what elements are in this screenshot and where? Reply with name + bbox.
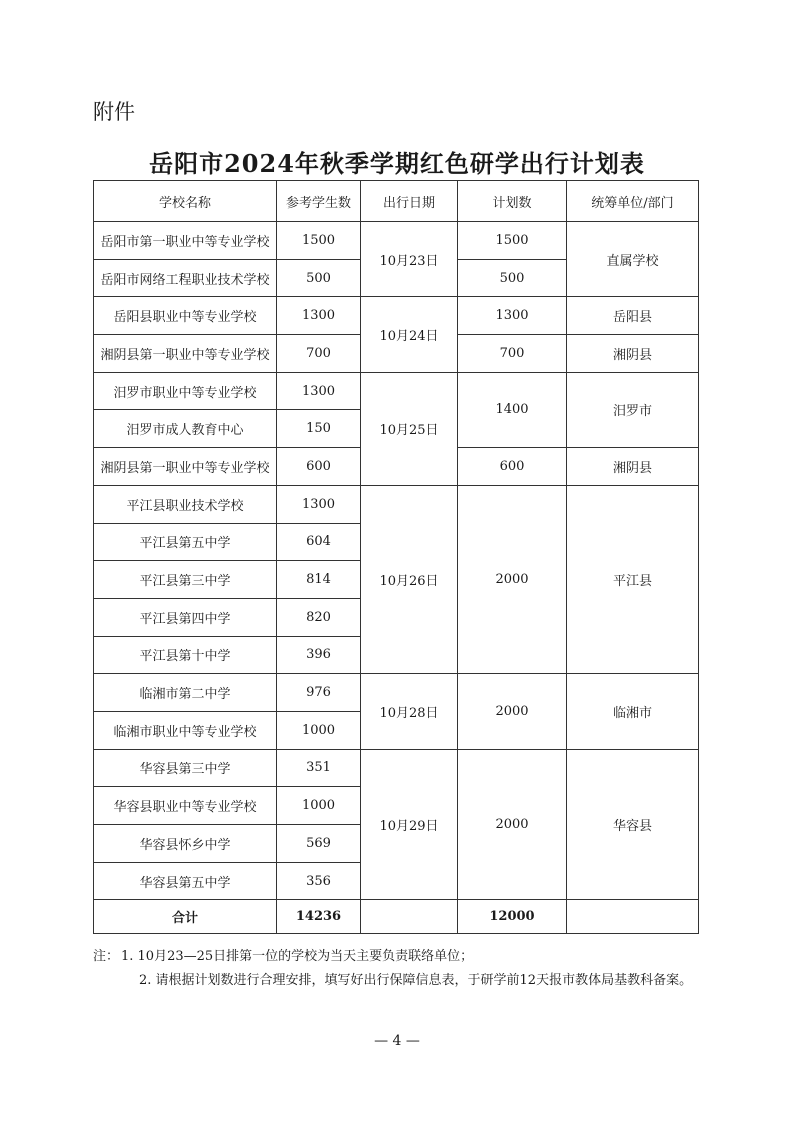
school-cell: 岳阳市网络工程职业技术学校	[94, 259, 277, 297]
table-row	[94, 297, 699, 335]
unit-cell: 湘阴县	[567, 335, 699, 373]
plan-cell: 500	[458, 259, 567, 297]
attachment-label: 附件	[93, 100, 135, 124]
header-plan: 计划数	[458, 181, 567, 222]
school-cell: 平江县第三中学	[94, 561, 277, 599]
unit-cell: 湘阴县	[567, 448, 699, 486]
date-cell: 10月28日	[361, 674, 458, 749]
document-title: 岳阳市2024年秋季学期红色研学出行计划表	[149, 149, 645, 178]
students-cell: 814	[277, 561, 361, 599]
unit-cell: 平江县	[567, 485, 699, 673]
header-unit: 统筹单位/部门	[567, 181, 699, 222]
school-cell: 湘阴县第一职业中等专业学校	[94, 448, 277, 486]
note-1	[93, 945, 733, 969]
school-cell: 华容县第三中学	[94, 749, 277, 787]
total-date-empty	[361, 900, 458, 934]
students-cell: 1000	[277, 711, 361, 749]
students-cell: 500	[277, 259, 361, 297]
students-cell: 600	[277, 448, 361, 486]
table-row	[94, 749, 699, 787]
header-students: 参考学生数	[277, 181, 361, 222]
school-cell: 岳阳市第一职业中等专业学校	[94, 222, 277, 260]
students-cell: 820	[277, 598, 361, 636]
students-cell: 150	[277, 410, 361, 448]
total-plan: 12000	[458, 900, 567, 934]
students-cell: 1300	[277, 372, 361, 410]
date-cell: 10月24日	[361, 297, 458, 372]
note-2-text: 2. 请根据计划数进行合理安排，填写好出行保障信息表，于研学前12天报市教体局基教科备案。	[139, 973, 693, 988]
table-row	[94, 372, 699, 410]
school-cell: 临湘市职业中等专业学校	[94, 711, 277, 749]
date-cell: 10月26日	[361, 485, 458, 673]
table-row	[94, 485, 699, 523]
plan-cell: 600	[458, 448, 567, 486]
plan-cell: 1500	[458, 222, 567, 260]
school-cell: 平江县第四中学	[94, 598, 277, 636]
unit-cell: 岳阳县	[567, 297, 699, 335]
note-1-text: 1. 10月23—25日排第一位的学校为当天主要负责联络单位；	[121, 949, 474, 964]
unit-cell: 汨罗市	[567, 372, 699, 447]
students-cell: 976	[277, 674, 361, 712]
table-header-row	[94, 181, 699, 222]
students-cell: 1500	[277, 222, 361, 260]
students-cell: 356	[277, 862, 361, 900]
page-number: — 4 —	[374, 1033, 420, 1049]
school-cell: 汨罗市成人教育中心	[94, 410, 277, 448]
school-cell: 岳阳县职业中等专业学校	[94, 297, 277, 335]
date-cell: 10月29日	[361, 749, 458, 900]
plan-cell: 1300	[458, 297, 567, 335]
students-cell: 1300	[277, 297, 361, 335]
table-row	[94, 674, 699, 712]
date-cell: 10月25日	[361, 372, 458, 485]
students-cell: 700	[277, 335, 361, 373]
note-2	[93, 969, 733, 993]
students-cell: 351	[277, 749, 361, 787]
notes	[93, 945, 733, 993]
plan-cell: 1400	[458, 372, 567, 447]
school-cell: 平江县第五中学	[94, 523, 277, 561]
plan-cell: 2000	[458, 749, 567, 900]
students-cell: 396	[277, 636, 361, 674]
plan-table	[93, 180, 699, 934]
school-cell: 临湘市第二中学	[94, 674, 277, 712]
table-row	[94, 222, 699, 260]
unit-cell: 华容县	[567, 749, 699, 900]
date-cell: 10月23日	[361, 222, 458, 297]
school-cell: 华容县职业中等专业学校	[94, 787, 277, 825]
plan-cell: 2000	[458, 485, 567, 673]
total-unit-empty	[567, 900, 699, 934]
header-school: 学校名称	[94, 181, 277, 222]
total-label: 合计	[94, 900, 277, 934]
unit-cell: 直属学校	[567, 222, 699, 297]
school-cell: 平江县第十中学	[94, 636, 277, 674]
school-cell: 平江县职业技术学校	[94, 485, 277, 523]
header-date: 出行日期	[361, 181, 458, 222]
students-cell: 1300	[277, 485, 361, 523]
school-cell: 华容县第五中学	[94, 862, 277, 900]
school-cell: 华容县怀乡中学	[94, 825, 277, 863]
students-cell: 569	[277, 825, 361, 863]
total-students: 14236	[277, 900, 361, 934]
students-cell: 604	[277, 523, 361, 561]
students-cell: 1000	[277, 787, 361, 825]
total-row	[94, 900, 699, 934]
notes-prefix: 注：	[93, 949, 120, 964]
plan-cell: 2000	[458, 674, 567, 749]
plan-cell: 700	[458, 335, 567, 373]
school-cell: 湘阴县第一职业中等专业学校	[94, 335, 277, 373]
unit-cell: 临湘市	[567, 674, 699, 749]
school-cell: 汨罗市职业中等专业学校	[94, 372, 277, 410]
